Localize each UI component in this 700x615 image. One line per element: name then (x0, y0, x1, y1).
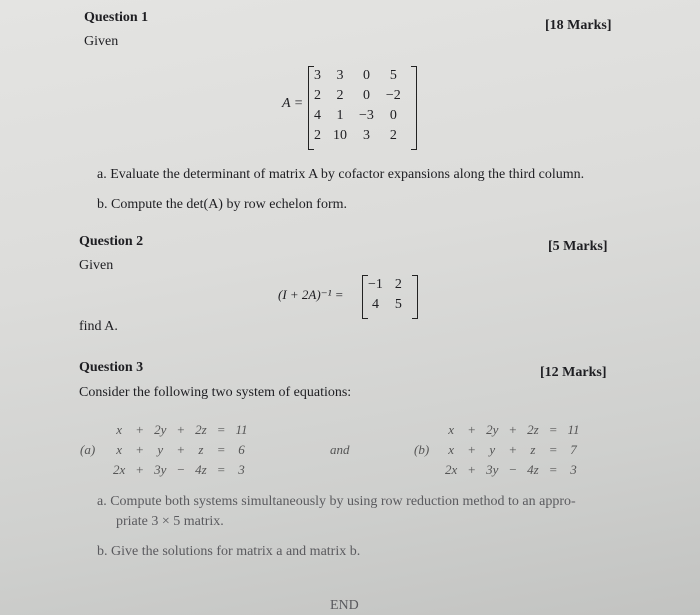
question-3-intro: Consider the following two system of equations: (79, 385, 352, 400)
cell: = (548, 462, 558, 477)
cell: = (548, 422, 558, 437)
q3-part-a-cont: priate 3 × 5 matrix. (116, 514, 224, 529)
cell: 4 (371, 297, 379, 312)
cell: + (508, 422, 518, 437)
cell: x (448, 422, 455, 437)
cell: 10 (333, 128, 347, 143)
question-3-title: Question 3 (79, 360, 144, 375)
question-2-find: find A. (79, 319, 118, 334)
cell: 1 (336, 108, 344, 123)
question-1-marks: [18 Marks] (545, 18, 612, 33)
system-a (108, 420, 253, 480)
row (108, 440, 253, 460)
cell: = (216, 422, 226, 437)
inverse-expression: (I + 2A)⁻¹ = (278, 287, 344, 302)
cell: 3 (362, 128, 370, 143)
row (362, 275, 408, 295)
cell: 2 (336, 88, 344, 103)
cell: = (216, 442, 226, 457)
cell: 3y (486, 462, 499, 477)
cell: 3 (570, 462, 577, 477)
cell: 2 (314, 88, 321, 103)
and-text: and (330, 442, 350, 457)
cell: x (116, 442, 123, 457)
cell: −3 (359, 108, 374, 123)
cell: x (448, 442, 455, 457)
cell: z (198, 442, 204, 457)
cell: y (157, 442, 164, 457)
cell: 2z (195, 422, 207, 437)
cell: 6 (238, 442, 245, 457)
row (308, 86, 407, 106)
cell: − (508, 462, 518, 477)
cell: 3 (314, 68, 321, 83)
matrix-a-label: A = (282, 96, 304, 111)
row (108, 460, 253, 480)
cell: 3 (238, 462, 245, 477)
cell: 2y (154, 422, 167, 437)
cell: 11 (567, 422, 580, 437)
row (440, 420, 585, 440)
matrix-a (308, 66, 407, 146)
cell: 5 (394, 297, 402, 312)
cell: + (467, 462, 477, 477)
row (308, 66, 407, 86)
system-b (440, 420, 585, 480)
row (308, 106, 407, 126)
cell: z (530, 442, 536, 457)
question-2-given: Given (79, 258, 114, 273)
q1-part-a: a. Evaluate the determinant of matrix A by cofactor expansions along the third column. (97, 167, 585, 182)
system-b-label: (b) (414, 442, 430, 457)
cell: 0 (362, 68, 370, 83)
cell: + (467, 442, 477, 457)
cell: 5 (389, 68, 397, 83)
cell: 2z (527, 422, 539, 437)
cell: 2 (389, 128, 397, 143)
cell: 11 (235, 422, 248, 437)
matrix-inverse (362, 275, 408, 315)
cell: + (135, 462, 145, 477)
cell: 0 (389, 108, 397, 123)
cell: + (135, 442, 145, 457)
cell: 2x (113, 462, 126, 477)
cell: + (176, 422, 186, 437)
cell: 4z (195, 462, 207, 477)
row (308, 126, 407, 146)
cell: 2 (394, 277, 402, 292)
system-a-label: (a) (80, 442, 96, 457)
cell: −1 (368, 277, 383, 292)
cell: −2 (385, 88, 401, 103)
row (440, 440, 585, 460)
cell: + (176, 442, 186, 457)
cell: = (548, 442, 558, 457)
question-2-title: Question 2 (79, 234, 144, 249)
cell: 2y (486, 422, 499, 437)
row (440, 460, 585, 480)
cell: − (176, 462, 186, 477)
end-marker: END (330, 598, 359, 613)
cell: = (216, 462, 226, 477)
cell: 2x (445, 462, 458, 477)
row (362, 295, 408, 315)
cell: 0 (362, 88, 370, 103)
cell: 2 (314, 128, 321, 143)
question-1-title: Question 1 (84, 10, 149, 25)
question-2-marks: [5 Marks] (548, 239, 608, 254)
question-3-marks: [12 Marks] (540, 365, 607, 380)
cell: y (489, 442, 496, 457)
cell: 4 (314, 108, 321, 123)
cell: + (508, 442, 518, 457)
cell: 4z (527, 462, 539, 477)
cell: 3 (336, 68, 344, 83)
cell: + (467, 422, 477, 437)
cell: x (116, 422, 123, 437)
q1-part-b: b. Compute the det(A) by row echelon form. (97, 197, 347, 212)
cell: + (135, 422, 145, 437)
row (108, 420, 253, 440)
q3-part-b: b. Give the solutions for matrix a and matrix b. (97, 544, 361, 559)
cell: 3y (154, 462, 167, 477)
q3-part-a: a. Compute both systems simultaneously by using row reduction method to an appro- (97, 494, 576, 509)
question-1-given: Given (84, 34, 119, 49)
cell: 7 (570, 442, 577, 457)
